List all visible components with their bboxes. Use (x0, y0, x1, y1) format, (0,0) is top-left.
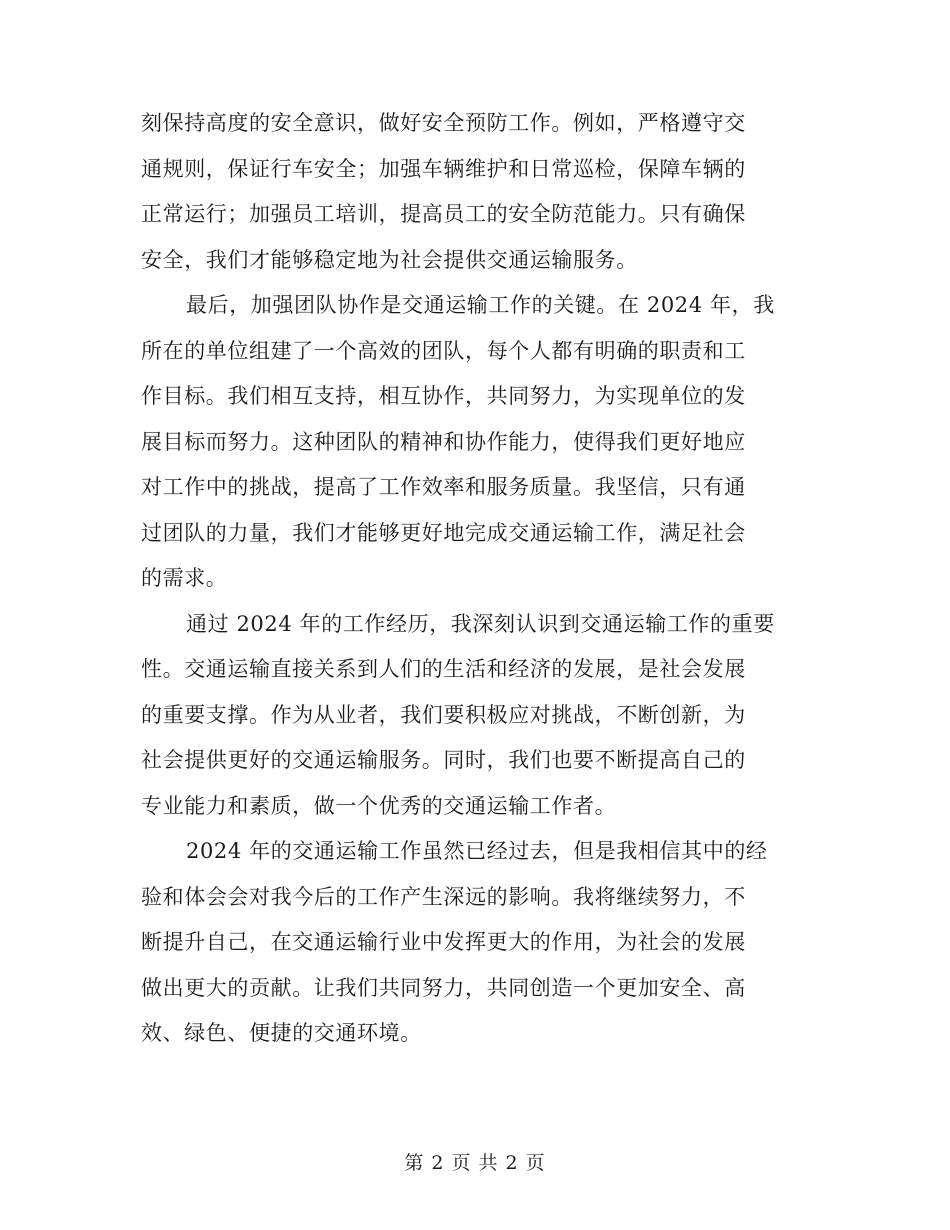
paragraph-start-line: 通过 2024 年的工作经历，我深刻认识到交通运输工作的重要 (186, 611, 775, 636)
text-line: 性。交通运输直接关系到人们的生活和经济的发展，是社会发展 (141, 657, 746, 681)
text-line: 通规则，保证行车安全；加强车辆维护和日常巡检，保障车辆的 (141, 156, 746, 181)
text-line: 社会提供更好的交通运输服务。同时，我们也要不断提高自己的 (141, 748, 746, 772)
text-line: 正常运行；加强员工培训，提高员工的安全防范能力。只有确保 (141, 202, 746, 226)
text-line: 对工作中的挑战，提高了工作效率和服务质量。我坚信，只有通 (141, 475, 746, 499)
text-line: 展目标而努力。这种团队的精神和协作能力，使得我们更好地应 (141, 429, 746, 454)
paragraph-start-line: 最后，加强团队协作是交通运输工作的关键。在 2024 年，我 (186, 293, 775, 317)
text-line: 作目标。我们相互支持，相互协作，共同努力，为实现单位的发 (141, 384, 746, 408)
text-line: 刻保持高度的安全意识，做好安全预防工作。例如，严格遵守交 (141, 111, 746, 135)
text-line: 过团队的力量，我们才能够更好地完成交通运输工作，满足社会 (141, 520, 746, 545)
body-text (141, 101, 811, 1057)
page-number-footer: 第 2 页 共 2 页 (404, 1152, 546, 1174)
text-line: 效、绿色、便捷的交通环境。 (141, 1021, 422, 1045)
text-line: 安全，我们才能够稳定地为社会提供交通运输服务。 (141, 247, 638, 272)
paragraph-start-line: 2024 年的交通运输工作虽然已经过去，但是我相信其中的经 (186, 839, 768, 863)
text-line: 的需求。 (141, 566, 228, 590)
text-line: 所在的单位组建了一个高效的团队，每个人都有明确的职责和工 (141, 338, 746, 363)
text-line: 验和体会会对我今后的工作产生深远的影响。我将继续努力，不 (141, 884, 746, 909)
text-line: 的重要支撑。作为从业者，我们要积极应对挑战，不断创新，为 (141, 702, 746, 727)
text-line: 做出更大的贡献。让我们共同努力，共同创造一个更加安全、高 (141, 975, 746, 1000)
text-line: 断提升自己，在交通运输行业中发挥更大的作用，为社会的发展 (141, 930, 746, 954)
text-line: 专业能力和素质，做一个优秀的交通运输工作者。 (141, 793, 617, 818)
